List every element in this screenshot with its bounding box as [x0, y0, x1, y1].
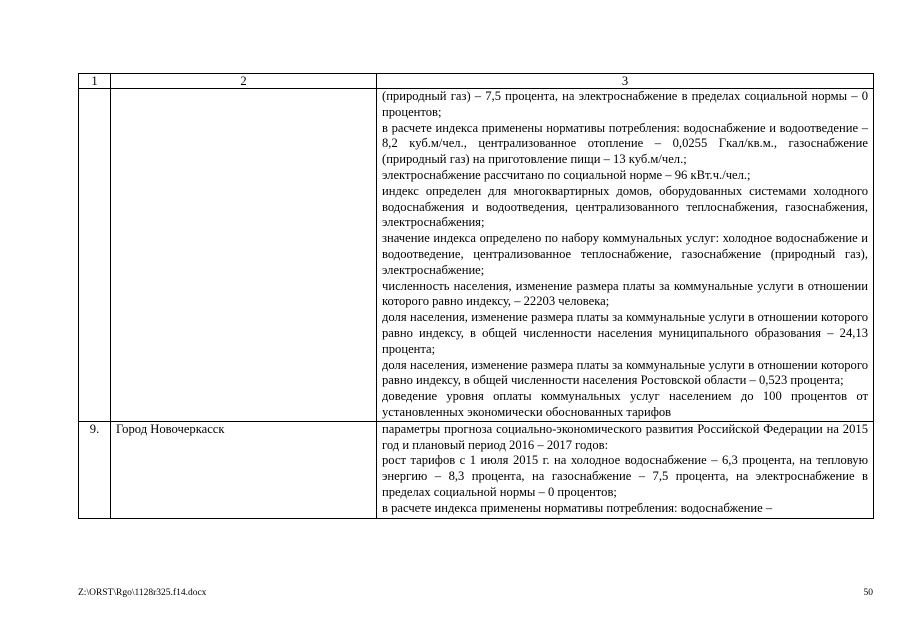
header-cell-3: 3 — [377, 74, 874, 89]
row-number — [79, 89, 111, 422]
footer-file-path: Z:\ORST\Rgo\1128r325.f14.docx — [78, 588, 207, 598]
header-cell-2: 2 — [111, 74, 377, 89]
paragraph: в расчете индекса применены нормативы потребления: водоснабжение – — [382, 500, 773, 515]
paragraph: доля населения, изменение размера платы за коммунальные услуги в отношении которого равно индексу, в общей численности населения муниципального образования – 24,13 процента; — [382, 310, 868, 356]
paragraph: значение индекса определено по набору коммунальных услуг: холодное водоснабжение и водоотведение, централизованное теплоснабжение, газоснабжение (природный газ), электроснабжение; — [382, 231, 868, 277]
paragraph: электроснабжение рассчитано по социальной норме – 96 кВт.ч./чел.; — [382, 167, 751, 182]
document-table — [78, 73, 874, 519]
paragraph: параметры прогноза социально-экономического развития Российской Федерации на 2015 год и плановый период 2016 – 2017 годов: — [382, 421, 868, 452]
paragraph: в расчете индекса применены нормативы потребления: водоснабжение и водоотведение – 8,2 куб.м/чел., централизованное отопление – 0,0255 Гкал/кв.м., газоснабжение (природный газ) на приготовление пищи – 13 куб.м/чел.; — [382, 120, 868, 167]
paragraph: индекс определен для многоквартирных домов, оборудованных системами холодного водоснабжения и водоотведения, централизованного теплоснабжения, газоснабжения, электроснабжения; — [382, 183, 868, 230]
paragraph: рост тарифов с 1 июля 2015 г. на холодное водоснабжение – 6,3 процента, на тепловую энергию – 8,3 процента, на газоснабжение – 7,5 процента, на электроснабжение в пределах социальной нормы – 0 процентов; — [382, 453, 868, 499]
header-cell-1: 1 — [79, 74, 111, 89]
table-header-row — [79, 74, 874, 89]
paragraph: (природный газ) – 7,5 процента, на электроснабжение в пределах социальной нормы – 0 процентов; — [382, 89, 868, 119]
paragraph: численность населения, изменение размера платы за коммунальные услуги в отношении которого равно индексу, – 22203 человека; — [382, 278, 868, 309]
row-description — [377, 421, 874, 518]
municipality-name: Город Новочеркасск — [111, 421, 377, 518]
paragraph: доля населения, изменение размера платы за коммунальные услуги в отношении которого равно индексу, в общей численности населения Ростовской области – 0,523 процента; — [382, 357, 868, 388]
table-row — [79, 421, 874, 518]
footer-page-number: 50 — [863, 588, 873, 598]
table-row — [79, 89, 874, 422]
row-number: 9. — [79, 421, 111, 518]
municipality-name — [111, 89, 377, 422]
paragraph: доведение уровня оплаты коммунальных услуг населением до 100 процентов от установленных экономически обоснованных тарифов — [382, 389, 868, 419]
row-description — [377, 89, 874, 422]
